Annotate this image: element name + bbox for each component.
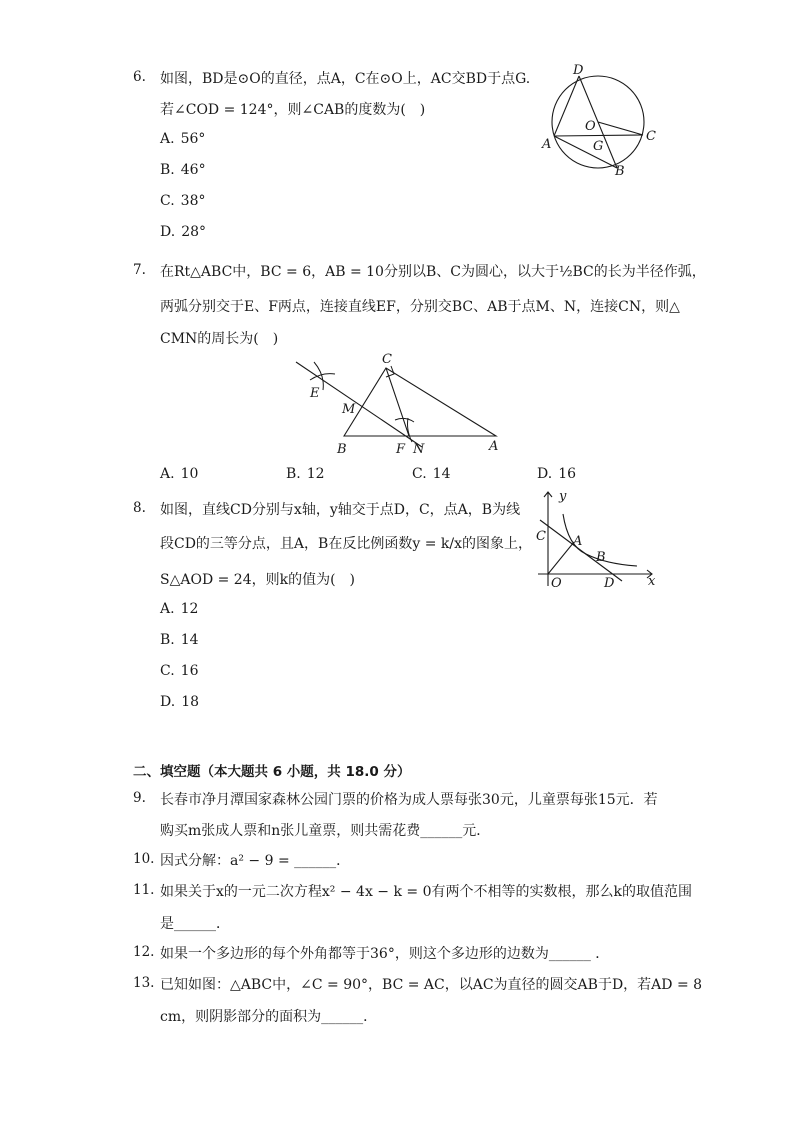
point-b-label: B (615, 164, 625, 179)
question-8-option-d (160, 694, 199, 710)
question-6-circle-figure (540, 62, 665, 182)
option-value: 56° (180, 131, 206, 147)
point-f-label: F (396, 442, 406, 457)
option-label: A. (160, 601, 175, 617)
question-6-option-d (160, 224, 206, 240)
option-label: D. (160, 224, 176, 240)
question-7-line-1: 在Rt△ABC中，BC = 6，AB = 10分别以B、C为圆心，以大于½BC的长为半径作弧， (160, 264, 706, 280)
option-value: 16 (180, 663, 199, 679)
point-o-label: O (585, 119, 596, 134)
option-value: 12 (306, 466, 325, 482)
question-10-line-1: 因式分解：a² − 9 = ______． (160, 853, 351, 869)
option-label: D. (537, 466, 553, 482)
question-7-option-d (537, 466, 576, 482)
option-value: 10 (180, 466, 199, 482)
point-a-label: A (542, 137, 552, 152)
point-c-label: C (646, 129, 656, 144)
question-7-number: 7. (133, 262, 146, 278)
option-label: C. (160, 663, 175, 679)
point-c-label: C (536, 529, 546, 544)
option-label: A. (160, 131, 175, 147)
question-7-line-3: CMN的周长为( ) (160, 331, 279, 347)
question-8-line-2: 段CD的三等分点，且A，B在反比例函数y = k/x的图象上， (160, 536, 532, 552)
point-a-label: A (489, 439, 499, 454)
question-8-line-3: S△AOD = 24，则k的值为( ) (160, 572, 356, 588)
question-6-line-2: 若∠COD = 124°，则∠CAB的度数为( ) (160, 102, 426, 118)
point-b-label: B (596, 550, 606, 565)
question-7-option-c (412, 466, 451, 482)
point-d-label: D (604, 576, 615, 591)
option-value: 12 (180, 601, 199, 617)
option-label: A. (160, 466, 175, 482)
point-n-label: N (413, 442, 425, 457)
question-11-line-1: 如果关于x的一元二次方程x² − 4x − k = 0有两个不相等的实数根，那么k的取值范围 (160, 884, 692, 900)
option-value: 14 (180, 632, 199, 648)
question-7-option-b (286, 466, 325, 482)
x-axis-label: x (648, 574, 656, 589)
chord-ad (554, 76, 579, 136)
question-6-option-c (160, 193, 206, 209)
point-e-label: E (310, 386, 320, 401)
option-value: 14 (432, 466, 451, 482)
point-b-label: B (337, 442, 347, 457)
option-value: 28° (181, 224, 207, 240)
section-title: 二、填空题（本大题共 6 小题，共 18.0 分） (133, 764, 411, 780)
point-g-label: G (593, 139, 604, 154)
question-11-number: 11. (133, 882, 155, 898)
question-10-number: 10. (133, 851, 155, 867)
question-9-line-1: 长春市净月潭国家森林公园门票的价格为成人票每张30元，儿童票每张15元．若 (160, 792, 658, 808)
option-label: B. (160, 162, 175, 178)
question-13-line-2: cm，则阴影部分的面积为______． (160, 1009, 378, 1025)
segment-cn (386, 368, 409, 436)
question-13-number: 13. (133, 975, 155, 991)
option-value: 38° (180, 193, 206, 209)
y-axis-label: y (559, 489, 567, 504)
question-7-line-2: 两弧分别交于E、F两点，连接直线EF，分别交BC、AB于点M、N，连接CN，则△ (160, 299, 680, 315)
question-8-line-1: 如图，直线CD分别与x轴，y轴交于点D，C，点A，B为线 (160, 502, 521, 518)
question-7-triangle-figure (290, 350, 510, 460)
point-d-label: D (573, 63, 584, 78)
question-11-line-2: 是______． (160, 916, 230, 932)
segment-oa (548, 542, 574, 574)
option-label: B. (160, 632, 175, 648)
question-6-number: 6. (133, 69, 146, 85)
point-a-label: A (573, 534, 583, 549)
question-8-option-b (160, 632, 199, 648)
question-9-line-2: 购买m张成人票和n张儿童票，则共需花费______元． (160, 823, 491, 839)
question-9-number: 9. (133, 790, 146, 806)
point-m-label: M (342, 402, 356, 417)
option-label: D. (160, 694, 176, 710)
option-label: C. (160, 193, 175, 209)
option-value: 16 (558, 466, 577, 482)
triangle-abc (344, 368, 496, 436)
question-12-line-1: 如果一个多边形的每个外角都等于36°，则这个多边形的边数为______ ． (160, 946, 610, 962)
question-13-line-1: 已知如图：△ABC中，∠C = 90°，BC = AC，以AC为直径的圆交AB于D，若AD = 8 (160, 977, 703, 993)
chord-ac (554, 135, 643, 136)
question-6-option-b (160, 162, 206, 178)
option-label: C. (412, 466, 427, 482)
option-label: B. (286, 466, 301, 482)
option-value: 46° (180, 162, 206, 178)
line-ef (296, 362, 422, 447)
question-8-number: 8. (133, 500, 146, 516)
point-c-label: C (382, 352, 392, 367)
question-7-option-a (160, 466, 198, 482)
question-8-graph-figure (530, 486, 660, 591)
question-8-option-a (160, 601, 198, 617)
option-value: 18 (181, 694, 200, 710)
question-8-option-c (160, 663, 199, 679)
question-6-line-1: 如图，BD是⊙O的直径，点A，C在⊙O上，AC交BD于点G. (160, 71, 531, 87)
point-o-label: O (551, 576, 562, 591)
question-12-number: 12. (133, 944, 155, 960)
question-6-option-a (160, 131, 205, 147)
radius-oc (598, 122, 643, 135)
